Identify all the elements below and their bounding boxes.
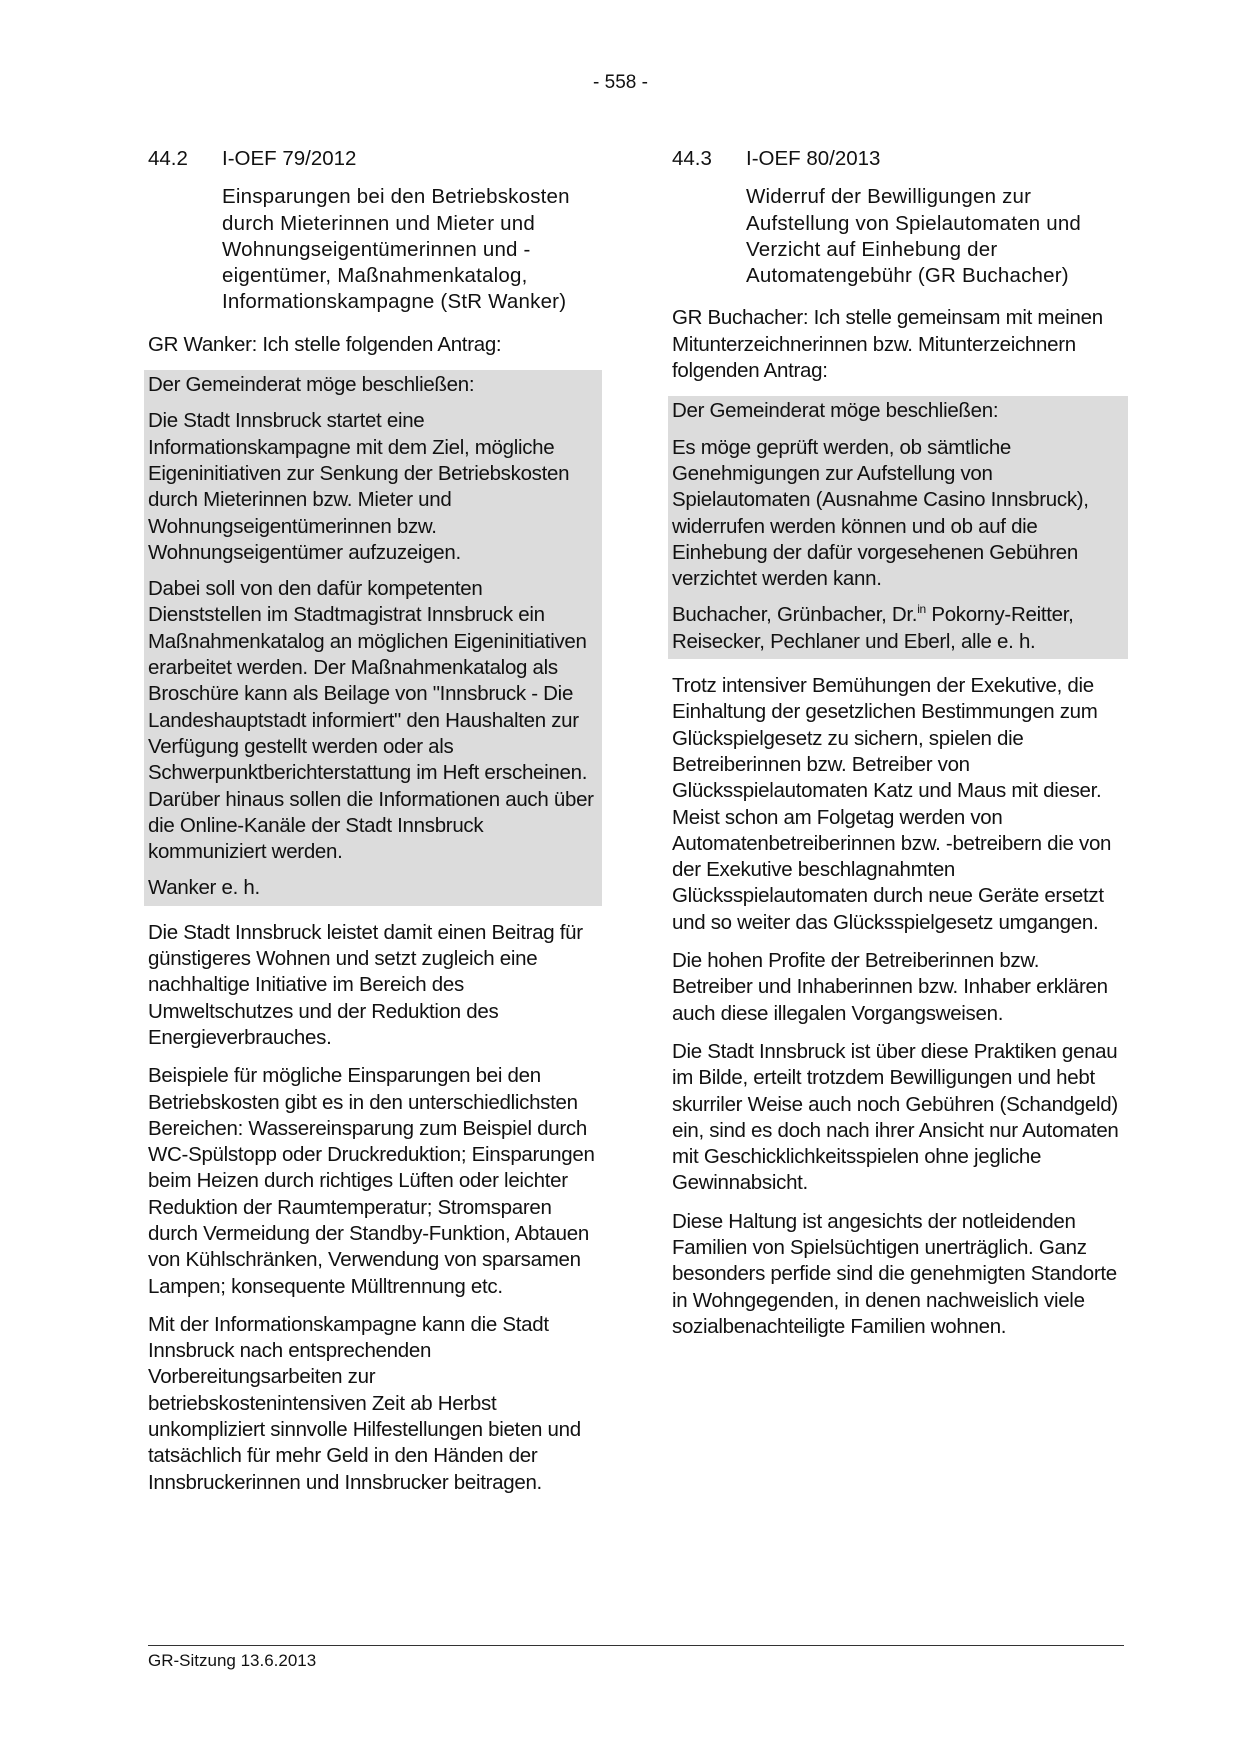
- motion-text: Dabei soll von den dafür kompetenten Dienststellen im Stadtmagistrat Innsbruck ein Maßnahmenkatalog an möglichen Eigeninitiativen erarbeitet werden. Der Maßnahmenkatalog als Broschüre kann als Beilage von "Innsbruck - Die Landeshauptstadt informiert" den Haushalten zur Verfügung gestellt werden oder als Schwerpunktberichterstattung im Heft erscheinen. Darüber hinaus sollen die Informationen auch über die Online-Kanäle der Stadt Innsbruck kommuniziert werden.: [148, 577, 594, 864]
- signatories-superscript: in: [917, 602, 926, 617]
- signatories-pre: Buchacher, Grünbacher, Dr.: [672, 603, 918, 627]
- agenda-item-title: Einsparungen bei den Betriebskosten durch Mieterinnen und Mieter und Wohnungseigentümerinnen und -eigentümer, Maßnahmenkatalog, Informationskampagne (StR Wanker): [222, 185, 570, 314]
- agenda-item-number: 44.2: [148, 147, 188, 170]
- body-paragraph: Diese Haltung ist angesichts der notleidenden Familien von Spielsüchtigen unerträglich. Ganz besonders perfide sind die genehmigten Standorte in Wohngegenden, in denen nachweislich viele sozialbenachteiligte Familien wohnen.: [672, 1209, 1117, 1338]
- agenda-item-number: 44.3: [672, 147, 712, 170]
- agenda-item-reference: I-OEF 79/2012: [222, 147, 357, 170]
- body-paragraph: Die Stadt Innsbruck ist über diese Praktiken genau im Bilde, erteilt trotzdem Bewilligungen und hebt skurriler Weise auch noch Gebühren (Schandgeld) ein, sind es doch nach ihrer Ansicht nur Automaten mit Geschicklichkeitsspielen ohne jegliche Gewinnabsicht.: [672, 1039, 1119, 1195]
- motion-intro: GR Buchacher: Ich stelle gemeinsam mit meinen Mitunterzeichnerinnen bzw. Mitunterzeichnern folgenden Antrag:: [672, 306, 1103, 383]
- agenda-item-title: Widerruf der Bewilligungen zur Aufstellung von Spielautomaten und Verzicht auf Einhebung der Automatengebühr (GR Buchacher): [746, 185, 1082, 288]
- motion-box: [668, 396, 1128, 659]
- motion-box: [144, 370, 602, 906]
- motion-text: Die Stadt Innsbruck startet eine Informationskampagne mit dem Ziel, mögliche Eigeninitiativen zur Senkung der Betriebskosten durch Mieterinnen bzw. Mieter und Wohnungseigentümerinnen bzw. Wohnungseigentümer aufzuzeigen.: [148, 409, 570, 564]
- page-number: - 558 -: [593, 72, 648, 93]
- motion-intro: GR Wanker: Ich stelle folgenden Antrag:: [148, 332, 502, 356]
- motion-heading: Der Gemeinderat möge beschließen:: [672, 399, 999, 423]
- agenda-item-heading: [672, 146, 1124, 172]
- right-column: [672, 146, 1124, 1352]
- agenda-item-heading: [148, 146, 598, 172]
- body-paragraph: Die Stadt Innsbruck leistet damit einen Beitrag für günstigeres Wohnen und setzt zugleich eine nachhaltige Initiative im Bereich des Umweltschutzes und der Reduktion des Energieverbrauches.: [148, 920, 583, 1049]
- signatories-post: Pokorny-Reitter, Reisecker, Pechlaner und Eberl, alle e. h.: [672, 603, 1074, 653]
- body-paragraph: Die hohen Profite der Betreiberinnen bzw. Betreiber und Inhaberinnen bzw. Inhaber erklären auch diese illegalen Vorgangsweisen.: [672, 949, 1108, 1025]
- body-paragraph: Beispiele für mögliche Einsparungen bei den Betriebskosten gibt es in den unterschiedlichsten Bereichen: Wassereinsparung zum Beispiel durch WC-Spülstopp oder Druckreduktion; Einsparungen beim Heizen durch richtiges Lüften oder leichter Reduktion der Raumtemperatur; Stromsparen durch Vermeidung der Standby-Funktion, Abtauen von Kühlschränken, Verwendung von sparsamen Lampen; konsequente Mülltrennung etc.: [148, 1064, 595, 1298]
- footer-session-date: GR-Sitzung 13.6.2013: [148, 1651, 317, 1670]
- agenda-item-reference: I-OEF 80/2013: [746, 147, 881, 170]
- motion-signature: Wanker e. h.: [148, 876, 260, 900]
- body-paragraph: Trotz intensiver Bemühungen der Exekutive, die Einhaltung der gesetzlichen Bestimmungen zum Glückspielgesetz zu sichern, spielen die Betreiberinnen bzw. Betreiber von Glücksspielautomaten Katz und Maus mit dieser. Meist schon am Folgetag werden von Automatenbetreiberinnen bzw. -betreibern die von der Exekutive beschlagnahmten Glücksspielautomaten durch neue Geräte ersetzt und so weiter das Glücksspielgesetz umgangen.: [672, 674, 1112, 934]
- motion-signatories: [672, 602, 1124, 659]
- left-column: [148, 146, 598, 1508]
- footer-divider: [148, 1645, 1124, 1646]
- body-paragraph: Mit der Informationskampagne kann die Stadt Innsbruck nach entsprechenden Vorbereitungsarbeiten zur betriebskostenintensiven Zeit ab Herbst unkompliziert sinnvolle Hilfestellungen bieten und tatsächlich für mehr Geld in den Händen der Innsbruckerinnen und Innsbrucker beitragen.: [148, 1312, 581, 1494]
- motion-text: Es möge geprüft werden, ob sämtliche Genehmigungen zur Aufstellung von Spielautomaten (Ausnahme Casino Innsbruck), widerrufen werden können und ob auf die Einhebung der dafür vorgesehenen Gebühren verzichtet werden kann.: [672, 435, 1089, 591]
- motion-heading: Der Gemeinderat möge beschließen:: [148, 373, 475, 397]
